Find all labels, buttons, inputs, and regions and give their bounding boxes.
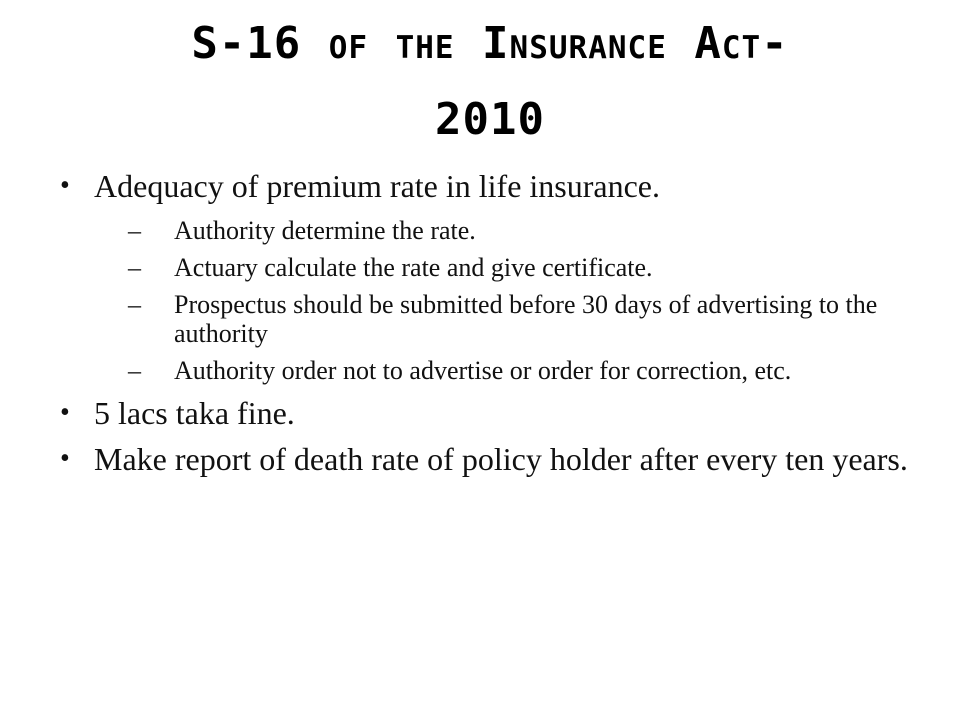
bullet-text: Make report of death rate of policy holder after every ten years. — [94, 441, 908, 477]
sub-bullet-text: Prospectus should be submitted before 30 days of advertising to the authority — [174, 290, 878, 348]
sub-bullet-item — [128, 290, 930, 348]
sub-bullet-text: Authority determine the rate. — [174, 216, 476, 245]
dash-icon: – — [128, 216, 141, 245]
dash-icon: – — [128, 290, 141, 319]
slide-body — [60, 168, 930, 487]
bullet-dot-icon: • — [60, 397, 70, 428]
bullet-item — [60, 395, 930, 431]
bullet-item — [60, 168, 930, 385]
bullet-text: 5 lacs taka fine. — [94, 395, 295, 431]
bullet-item — [60, 441, 930, 477]
sub-bullet-item — [128, 253, 930, 282]
slide-title — [120, 6, 860, 158]
bullet-list — [60, 168, 930, 477]
bullet-dot-icon: • — [60, 170, 70, 201]
dash-icon: – — [128, 253, 141, 282]
sub-bullet-text: Actuary calculate the rate and give certificate. — [174, 253, 653, 282]
sub-bullet-item — [128, 356, 930, 385]
sub-bullet-item — [128, 216, 930, 245]
bullet-dot-icon: • — [60, 443, 70, 474]
title-line-2: 2010 — [435, 94, 545, 145]
title-line-1: S-16 of the Insurance Act- — [191, 18, 789, 69]
bullet-text: Adequacy of premium rate in life insurance. — [94, 168, 660, 204]
dash-icon: – — [128, 356, 141, 385]
sub-bullet-list — [94, 216, 930, 385]
sub-bullet-text: Authority order not to advertise or order for correction, etc. — [174, 356, 792, 385]
